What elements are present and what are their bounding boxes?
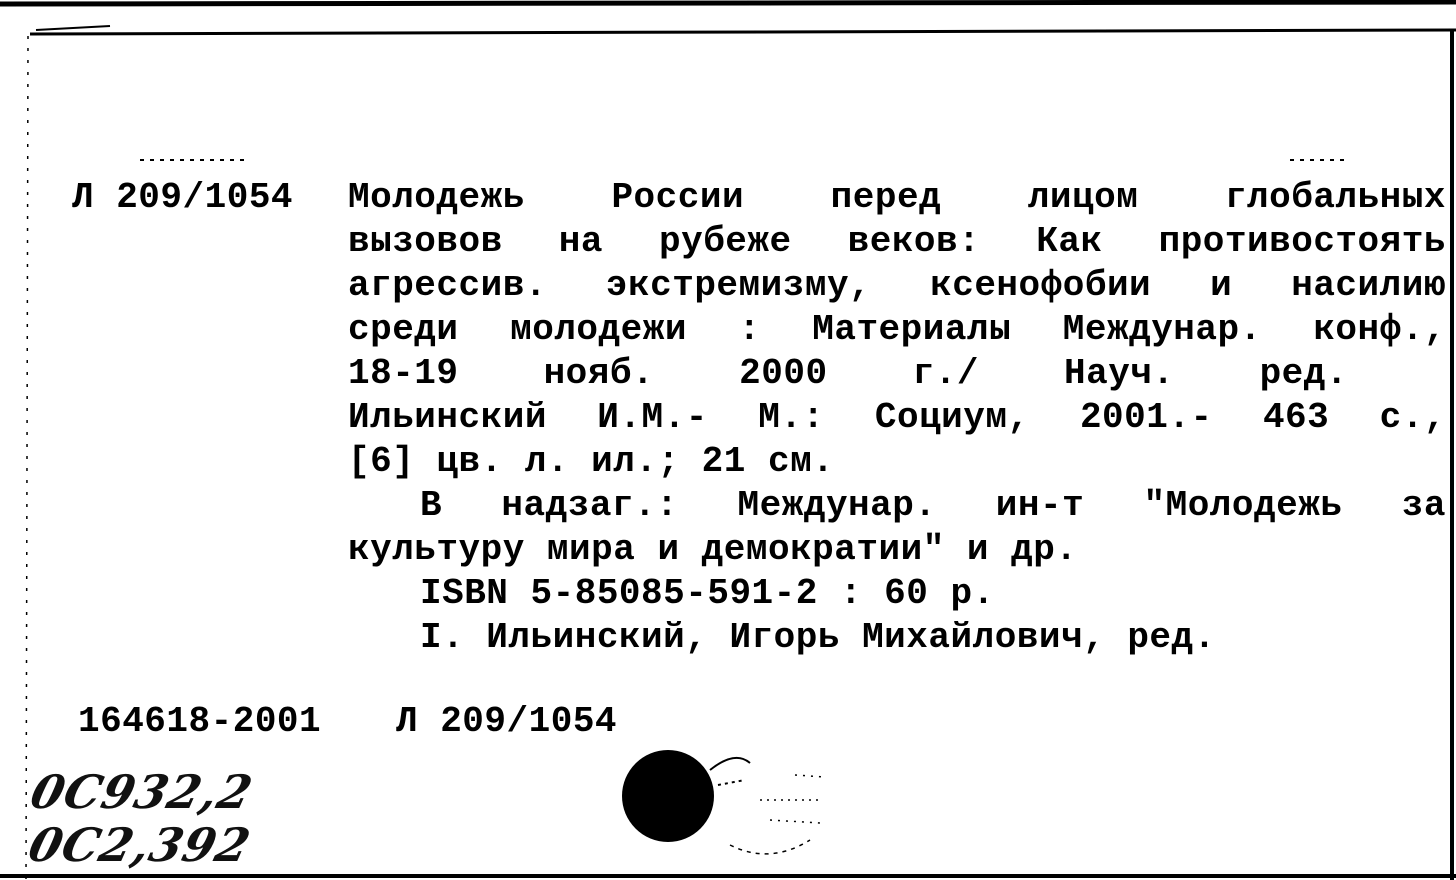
word: нояб. [543, 353, 655, 394]
word: М.: [758, 397, 825, 438]
word: Молодежь [348, 177, 525, 218]
word: глобальных [1224, 177, 1446, 218]
word: ред. [1259, 353, 1348, 394]
inventory-shelf-mark: Л 209/1054 [396, 701, 618, 742]
shelf-mark: Л 209/1054 [72, 177, 294, 218]
word: перед [830, 177, 942, 218]
word: 18-19 [348, 353, 459, 394]
word: В [420, 485, 443, 526]
word: Междунар. [737, 485, 937, 526]
body-line-6 [348, 398, 1446, 438]
handwritten-classification-1: 0С932,2 [25, 765, 259, 819]
word: Материалы [812, 309, 1012, 350]
word: ксенофобии [930, 265, 1152, 306]
word: Междунар. [1062, 309, 1262, 350]
word: лицом [1027, 177, 1139, 218]
word: агрессив. [348, 265, 547, 306]
body-line-1 [348, 178, 1446, 218]
word: среди [348, 309, 459, 350]
word: молодежи [510, 309, 687, 350]
word: Социум, [874, 397, 1030, 438]
body-line-2 [348, 222, 1446, 262]
word: Ильинский [348, 397, 547, 438]
handwritten-classification-2: 0С2,392 [23, 818, 257, 872]
word: вызовов [348, 221, 503, 262]
word: 463 [1262, 397, 1330, 438]
word: 2000 [739, 353, 828, 394]
word: "Молодежь [1143, 485, 1343, 526]
body-line-5 [348, 354, 1348, 394]
word: Науч. [1063, 353, 1175, 394]
word: с., [1379, 397, 1446, 438]
body-line-3 [348, 266, 1446, 306]
word: г./ [912, 353, 979, 394]
word: конф., [1313, 309, 1446, 350]
word: России [611, 177, 745, 218]
word: рубеже [658, 221, 792, 262]
inventory-number: 164618-2001 [78, 701, 322, 742]
word: экстремизму, [605, 265, 872, 306]
word: Как [1036, 221, 1103, 262]
word: веков: [847, 221, 981, 262]
word: насилию [1291, 265, 1446, 306]
added-entry: I. Ильинский, Игорь Михайлович, ред. [420, 617, 1216, 658]
note-line-1 [420, 486, 1446, 526]
word: противостоять [1158, 221, 1446, 262]
word: за [1401, 485, 1446, 526]
word: надзаг.: [501, 485, 679, 526]
isbn-price: ISBN 5-85085-591-2 : 60 р. [420, 573, 995, 614]
word: ин-т [995, 485, 1085, 526]
word: 2001.- [1079, 397, 1213, 438]
body-last-line: [6] цв. л. ил.; 21 см. [348, 441, 835, 482]
word: И.М.- [597, 397, 708, 438]
word: на [558, 221, 603, 262]
note-line-2: культуру мира и демократии" и др. [348, 529, 1078, 570]
word: : [738, 309, 761, 350]
body-line-4 [348, 310, 1446, 350]
faded-stamp [700, 745, 830, 860]
word: и [1210, 265, 1233, 306]
